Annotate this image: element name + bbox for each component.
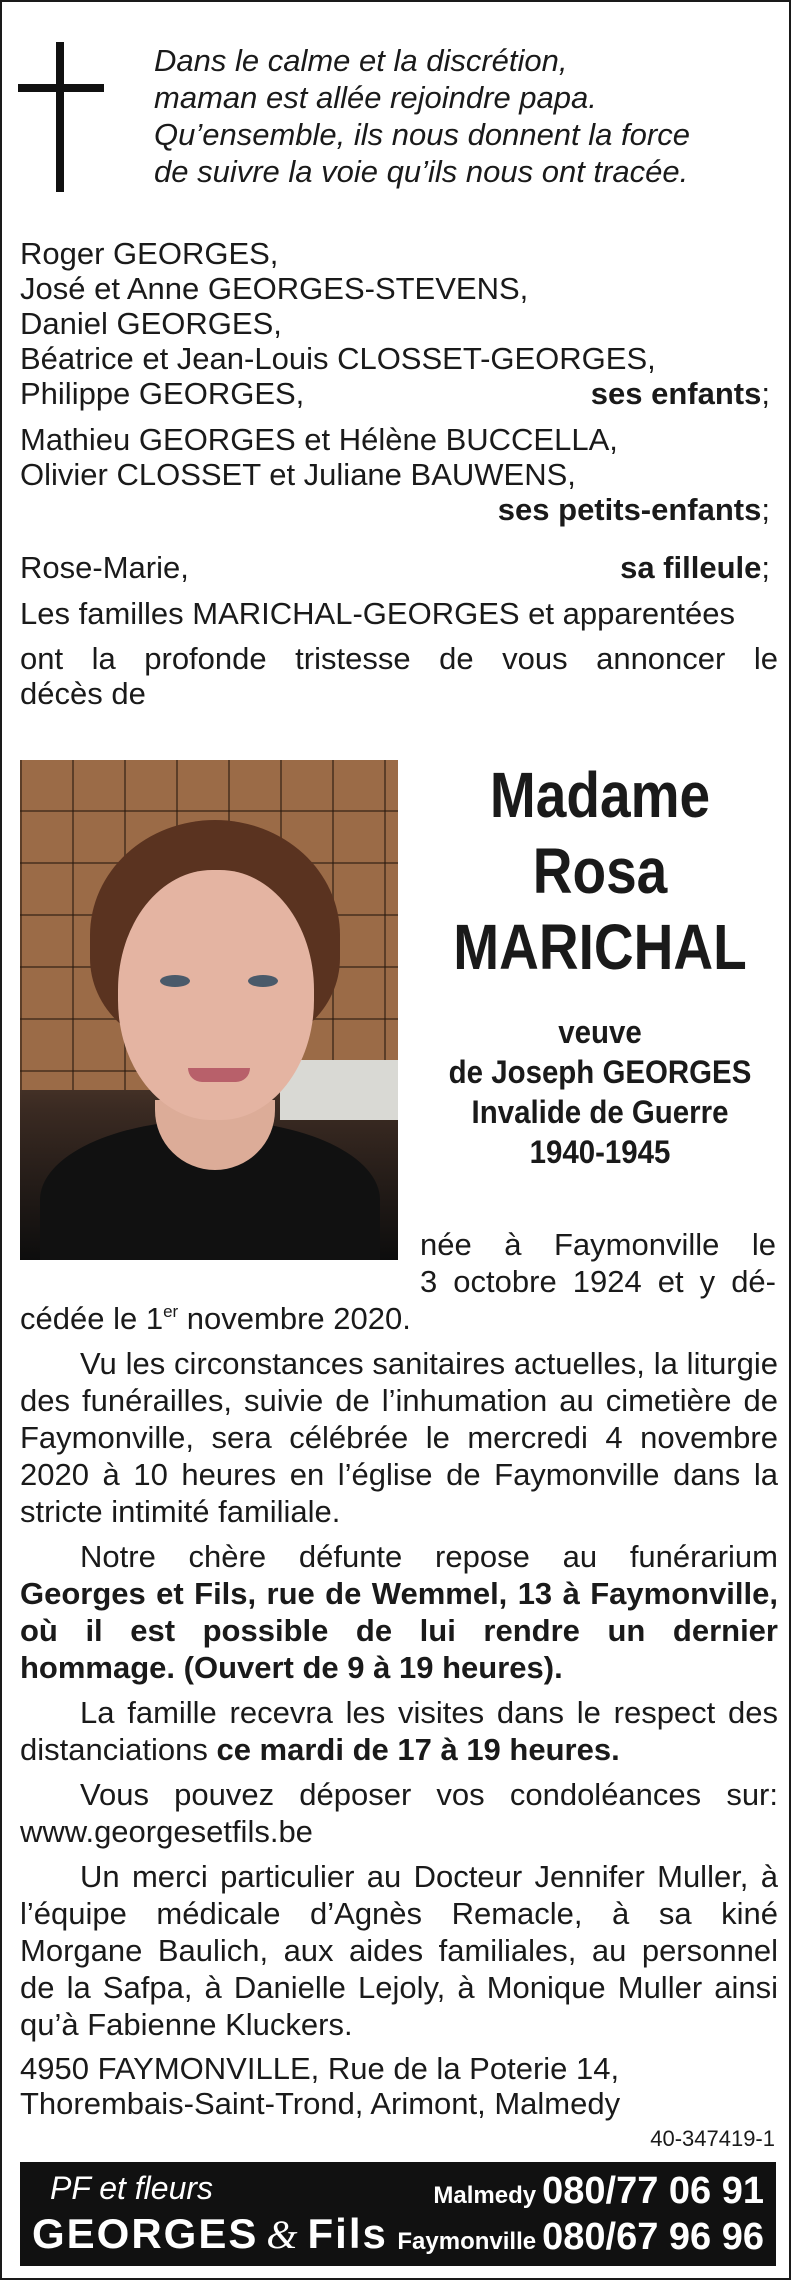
death-line: cédée le 1er novembre 2020. (20, 1301, 411, 1336)
birth-line: née à Faymonville le (420, 1227, 776, 1262)
announcement (20, 596, 778, 711)
quote-line: Dans le calme et la discrétion, (154, 43, 568, 78)
announce-line: décès de (20, 676, 146, 711)
reference-number: 40-347419-1 (650, 2126, 775, 2151)
announce-line: ont la profonde tristesse de vous annoncer le (20, 641, 778, 676)
family-member: Roger GEORGES, (20, 236, 279, 271)
opening-quote (154, 42, 774, 190)
name-first: Rosa (532, 835, 668, 907)
family-member: José et Anne GEORGES-STEVENS, (20, 271, 529, 306)
family-member: Olivier CLOSSET et Juliane BAUWENS, (20, 457, 576, 492)
portrait-photo (20, 760, 398, 1260)
thanks-paragraph: Un merci particulier au Docteur Jennifer Muller, à l’équipe médicale d’Agnès Remacle, à sa kiné Morgane Baulich, aux aides familiales, au personnel de la Safpa, à Danielle Lejoly, à Monique Muller ainsi qu’à Fabienne Kluckers. (20, 1859, 778, 2042)
website-link[interactable]: www.georgesetfils.be (20, 1814, 313, 1849)
widow-line: 1940-1945 (529, 1134, 671, 1170)
quote-line: Qu’ensemble, ils nous donnent la force (154, 117, 690, 152)
grandchildren-list (20, 422, 778, 527)
relation-label-children: ses enfants; (590, 376, 770, 411)
family-member: Mathieu GEORGES et Hélène BUCCELLA, (20, 422, 618, 457)
name-last: MARICHAL (453, 911, 747, 983)
quote-line: de suivre la voie qu’ils nous ont tracée. (154, 154, 689, 189)
widow-line: Invalide de Guerre (471, 1094, 729, 1130)
deceased-name (422, 757, 778, 985)
family-member: Philippe GEORGES, (20, 376, 305, 411)
notice-body (20, 1300, 778, 2121)
phone-list (397, 2170, 764, 2262)
widow-line: de Joseph GEORGES (448, 1054, 752, 1090)
phone-entry: Malmedy 080/77 06 91 (433, 2170, 764, 2212)
birth-line: 3 octobre 1924 et y dé- (420, 1264, 776, 1299)
phone-number[interactable]: 080/77 06 91 (542, 2170, 764, 2212)
family-list (20, 236, 778, 411)
visits-paragraph: La famille recevra les visites dans le respect des distanciations ce mardi de 17 à 19 heures. (20, 1695, 778, 1767)
funeral-home-logo: GEORGES & Fils (32, 2210, 388, 2257)
funeral-home-banner (20, 2162, 776, 2266)
family-member-last (20, 376, 778, 411)
address: 4950 FAYMONVILLE, Rue de la Poterie 14, Thorembais-Saint-Trond, Arimont, Malmedy (20, 2051, 621, 2121)
widow-info (422, 1012, 778, 1172)
funerarium-paragraph: Notre chère défunte repose au funérarium Georges et Fils, rue de Wemmel, 13 à Faymonville, où il est possible de lui rendre un dernier hommage. (Ouvert de 9 à 19 heures). (20, 1539, 778, 1685)
relation-label-goddaughter: sa filleule; (620, 550, 770, 585)
family-member: Daniel GEORGES, (20, 306, 282, 341)
family-member: Béatrice et Jean-Louis CLOSSET-GEORGES, (20, 341, 656, 376)
funeral-paragraph: Vu les circonstances sanitaires actuelles, la liturgie des funérailles, suivie de l’inhumation au cimetière de Faymonville, sera célébrée le mercredi 4 novembre 2020 à 10 heures en l’église de Faymonville dans la stricte intimité familiale. (20, 1346, 778, 1529)
families-line: Les familles MARICHAL-GEORGES et apparentées (20, 596, 735, 631)
relation-label-grandchildren: ses petits-enfants; (497, 492, 770, 527)
quote-line: maman est allée rejoindre papa. (154, 80, 597, 115)
cross-icon (18, 42, 104, 192)
family-member: Rose-Marie, (20, 550, 189, 585)
phone-entry: Faymonville 080/67 96 96 (397, 2216, 764, 2258)
birth-info (420, 1226, 776, 1300)
name-title: Madame (489, 759, 711, 831)
phone-number[interactable]: 080/67 96 96 (542, 2216, 764, 2258)
condolences-paragraph: Vous pouvez déposer vos condoléances sur: www.georgesetfils.be (20, 1777, 778, 1849)
goddaughter-row (20, 550, 778, 585)
banner-tagline: PF et fleurs (50, 2170, 214, 2206)
widow-line: veuve (558, 1014, 642, 1050)
